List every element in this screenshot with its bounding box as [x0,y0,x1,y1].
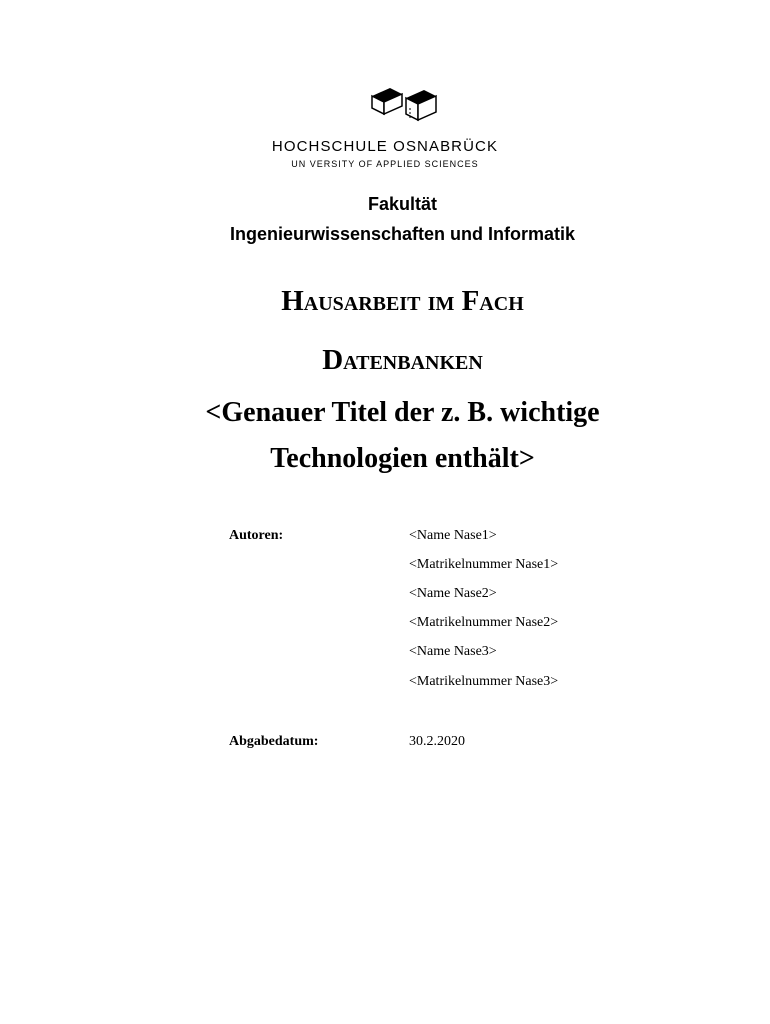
submission-date: 30.2.2020 [409,734,465,749]
author-entry: <Matrikelnummer Nase2> [409,615,559,630]
document-title-line2: Datenbanken [322,344,483,376]
university-tagline: UN VERSITY OF APPLIED SCIENCES [291,159,479,169]
faculty-label: Fakultät [367,194,437,214]
submission-date-label: Abgabedatum: [229,734,319,749]
author-entry: <Name Nase3> [409,644,497,659]
author-entry: <Matrikelnummer Nase1> [409,557,559,572]
author-entry: <Matrikelnummer Nase3> [409,674,559,689]
document-subtitle-line1: <Genauer Titel der z. B. wichtige [205,397,600,428]
authors-label: Autoren: [229,528,284,543]
faculty-name: Ingenieurwissenschaften und Informatik [229,224,576,244]
author-entry: <Name Nase2> [409,586,497,601]
author-entry: <Name Nase1> [409,528,497,543]
university-logo-icon [366,84,438,126]
document-title-line1: Hausarbeit im Fach [281,285,524,317]
university-name: HOCHSCHULE OSNABRÜCK [271,138,499,155]
document-subtitle-line2: Technologien enthält> [270,443,535,474]
